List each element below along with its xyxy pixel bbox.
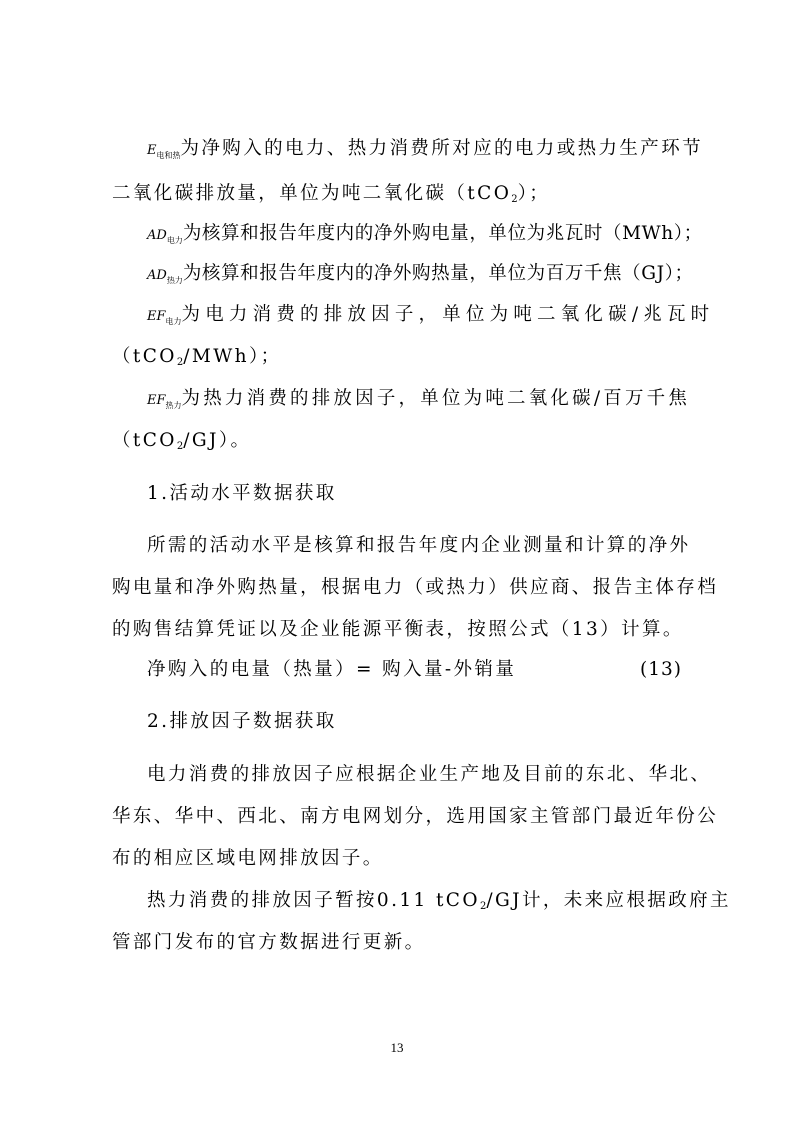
- definition-ad-heat: $AD_{热力}$为核算和报告年度内的净外购热量，单位为百万千焦（GJ）；: [147, 263, 694, 285]
- section-1-heading: 1.活动水平数据获取: [147, 483, 337, 504]
- formula-number: (13): [640, 659, 682, 680]
- definition-e-line-1: $E_{电和热}$为净购入的电力、热力消费所对应的电力或热力生产环节: [147, 138, 704, 160]
- definition-e-line-2: 二氧化碳排放量，单位为吨二氧化碳（tCO2）；: [112, 183, 551, 205]
- definition-ad-electricity: $AD_{电力}$为核算和报告年度内的净外购电量，单位为兆瓦时（MWh）；: [147, 223, 703, 245]
- section-2-para-1-line-3: 布的相应区域电网排放因子。: [112, 848, 384, 869]
- definition-ef-electricity: $EF_{电力}$为电力消费的排放因子，单位为吨二氧化碳/兆瓦时: [147, 304, 715, 326]
- section-2-para-1-line-2: 华东、华中、西北、南方电网划分，选用国家主管部门最近年份公: [112, 806, 719, 827]
- section-2-para-1-line-1: 电力消费的排放因子应根据企业生产地及目前的东北、华北、: [147, 764, 712, 785]
- formula-text: 净购入的电量（热量）= 购入量-外销量: [147, 659, 517, 680]
- symbol-ad-electricity: $AD_{电力}$: [147, 228, 183, 245]
- section-1-para-line-3: 的购售结算凭证以及企业能源平衡表，按照公式（13）计算。: [112, 619, 684, 640]
- page-number: 13: [390, 1040, 404, 1055]
- symbol-ef-electricity: $EF_{电力}$: [147, 309, 182, 326]
- symbol-e: $E_{电和热}$: [147, 143, 181, 160]
- section-1-para-line-1: 所需的活动水平是核算和报告年度内企业测量和计算的净外: [147, 535, 691, 556]
- symbol-ad-heat: $AD_{热力}$: [147, 268, 183, 285]
- definition-ef-heat: $EF_{热力}$为热力消费的排放因子，单位为吨二氧化碳/百万千焦: [147, 388, 691, 410]
- symbol-ef-heat: $EF_{热力}$: [147, 393, 182, 410]
- section-2-heading: 2.排放因子数据获取: [147, 711, 337, 732]
- formula-13: [147, 657, 682, 683]
- definition-ef-electricity-unit: （tCO2/MWh）；: [112, 346, 282, 368]
- definition-ef-heat-unit: （tCO2/GJ）。: [112, 430, 252, 452]
- section-1-para-line-2: 购电量和净外购热量，根据电力（或热力）供应商、报告主体存档: [112, 577, 719, 598]
- section-2-para-2-line-1: 热力消费的排放因子暂按0.11 tCO2/GJ计，未来应根据政府主: [147, 890, 731, 912]
- section-2-para-2-line-2: 管部门发布的官方数据进行更新。: [112, 932, 426, 953]
